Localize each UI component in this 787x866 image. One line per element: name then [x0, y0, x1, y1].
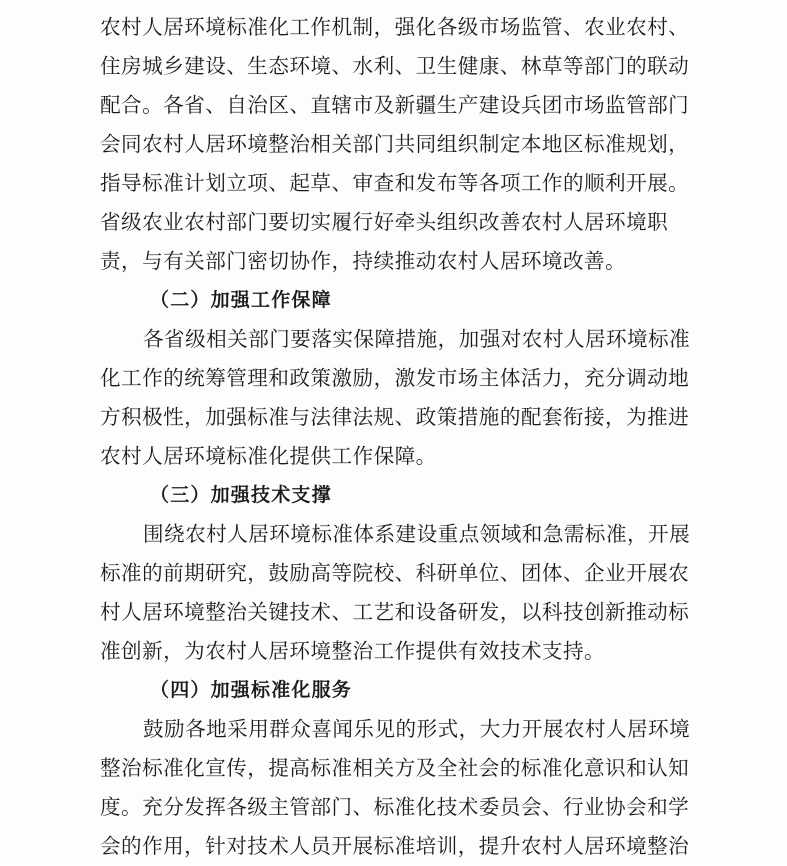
paragraph-line: 准创新，为农村人居环境整治工作提供有效技术支持。: [100, 639, 606, 663]
paragraph-line: 会同农村人居环境整治相关部门共同组织制定本地区标准规划，: [100, 132, 690, 156]
paragraph-line: 农村人居环境标准化提供工作保障。: [100, 444, 437, 468]
paragraph-line: 整治标准化宣传，提高标准相关方及全社会的标准化意识和认知: [100, 756, 690, 780]
paragraph-line: 化工作的统筹管理和政策激励，激发市场主体活力，充分调动地: [100, 366, 690, 390]
section-heading: （三）加强技术支撑: [150, 484, 332, 506]
section-heading: （二）加强工作保障: [150, 289, 332, 311]
paragraph-line: 配合。各省、自治区、直辖市及新疆生产建设兵团市场监管部门: [100, 93, 690, 117]
paragraph-line: 会的作用，针对技术人员开展标准培训，提升农村人居环境整治: [100, 834, 690, 858]
paragraph-line: 农村人居环境标准化工作机制，强化各级市场监管、农业农村、: [100, 15, 690, 39]
paragraph-line: 省级农业农村部门要切实履行好牵头组织改善农村人居环境职: [100, 210, 669, 234]
paragraph-line: 鼓励各地采用群众喜闻乐见的形式，大力开展农村人居环境: [143, 717, 691, 741]
paragraph-line: 指导标准计划立项、起草、审查和发布等各项工作的顺利开展。: [100, 171, 690, 195]
paragraph-line: 住房城乡建设、生态环境、水利、卫生健康、林草等部门的联动: [100, 54, 690, 78]
paragraph-line: 责，与有关部门密切协作，持续推动农村人居环境改善。: [100, 249, 627, 273]
paragraph-line: 方积极性，加强标准与法律法规、政策措施的配套衔接，为推进: [100, 405, 690, 429]
paragraph-line: 村人居环境整治关键技术、工艺和设备研发，以科技创新推动标: [100, 600, 690, 624]
section-heading: （四）加强标准化服务: [150, 679, 353, 701]
paragraph-line: 各省级相关部门要落实保障措施，加强对农村人居环境标准: [143, 327, 691, 351]
paragraph-line: 围绕农村人居环境标准体系建设重点领域和急需标准，开展: [143, 522, 691, 546]
paragraph-line: 标准的前期研究，鼓励高等院校、科研单位、团体、企业开展农: [100, 561, 690, 585]
paragraph-line: 度。充分发挥各级主管部门、标准化技术委员会、行业协会和学: [100, 795, 690, 819]
